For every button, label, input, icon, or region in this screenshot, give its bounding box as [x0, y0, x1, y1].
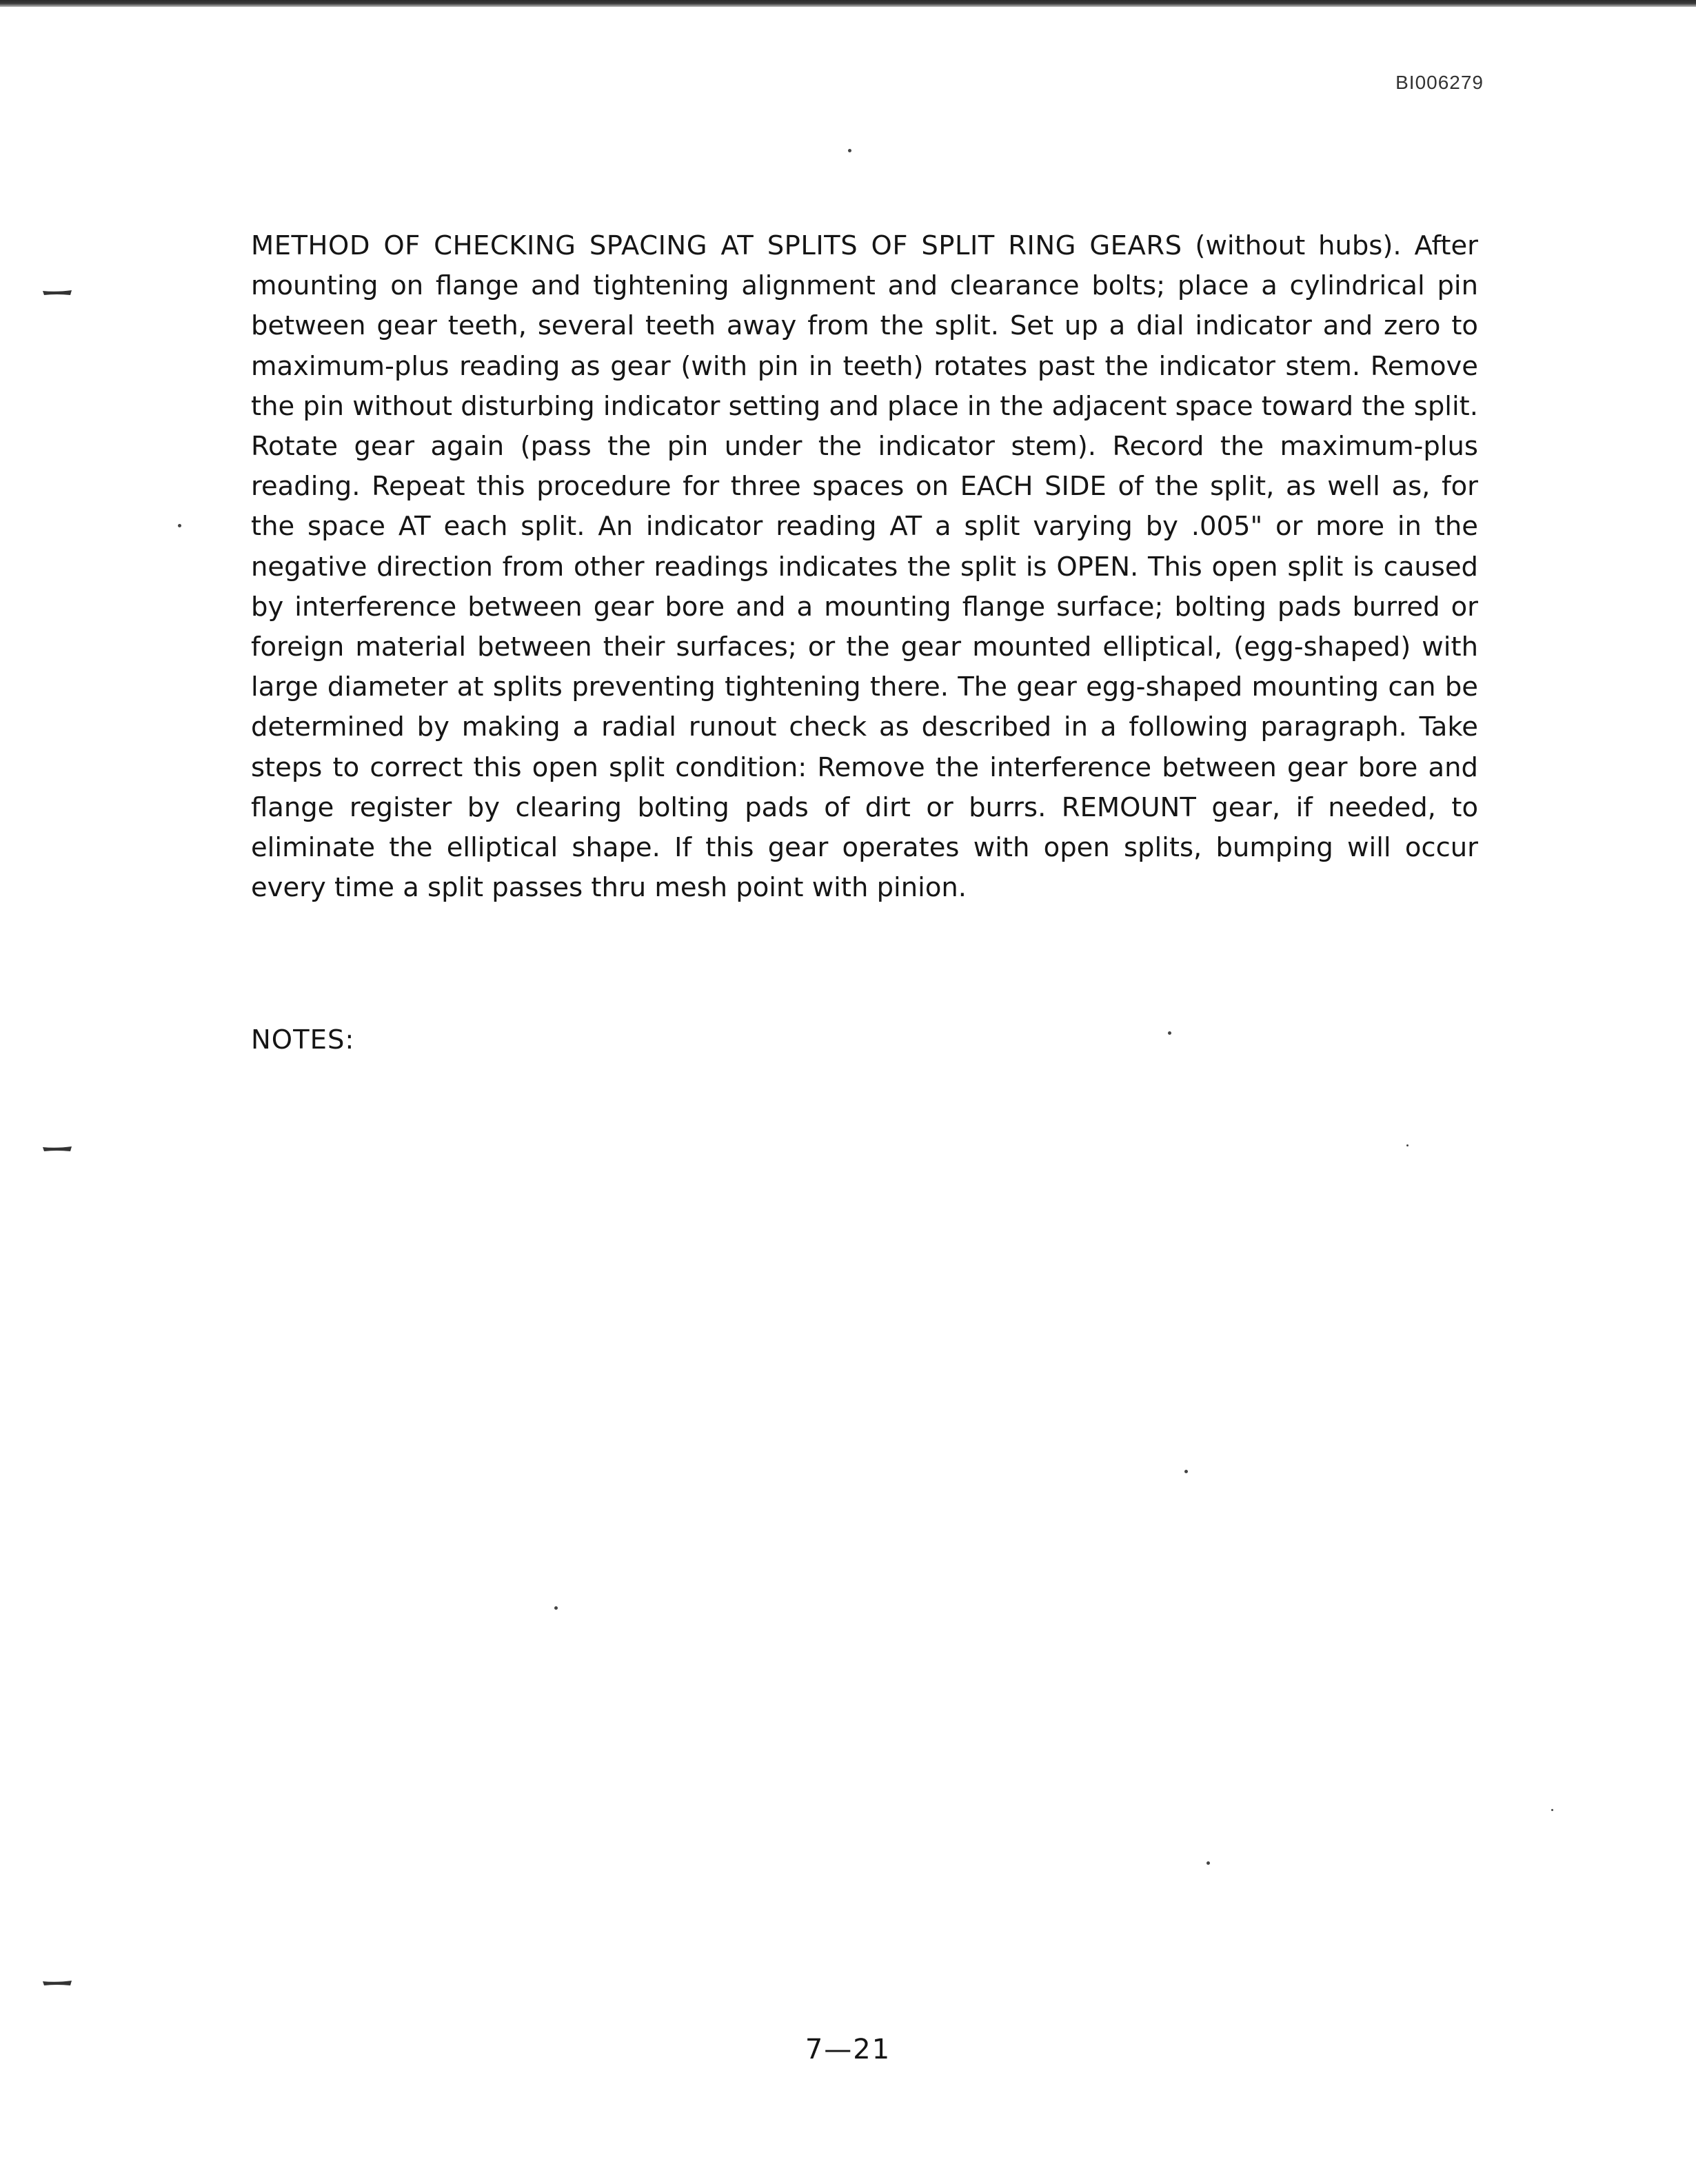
binder-mark-top: [43, 290, 72, 296]
body-text: [251, 226, 1478, 908]
scan-speck: [848, 149, 851, 152]
page-number: 7—21: [805, 2034, 891, 2065]
section-heading-suffix: (without hubs).: [1195, 230, 1402, 261]
scan-speck: [1406, 1144, 1409, 1146]
scan-speck: [1551, 1809, 1553, 1811]
binder-mark-middle: [43, 1146, 72, 1153]
document-id: BI006279: [1395, 72, 1484, 93]
scan-speck: [1207, 1861, 1210, 1865]
scan-speck: [554, 1606, 558, 1610]
body-paragraph: After mounting on flange and tightening alignment and clearance bolts; place a cylindrical pin between gear teeth, several teeth away from the split. Set up a dial indicator and zero to maximum-plus reading as gear (with pin in teeth) rotates past the indicator stem. Remove the pin without disturbing indicator setting and place in the adjacent space toward the split. Rotate gear again (pass the pin under the indicator stem). Record the maximum-plus reading. Repeat this procedure for three spaces on EACH SIDE of the split, as well as, for the space AT each split. An indicator reading AT a split varying by .005" or more in the negative direction from other readings indicates the split is OPEN. This open split is caused by interference between gear bore and a mounting flange surface; bolting pads burred or foreign material between their surfaces; or the gear mounted elliptical, (egg-shaped) with large diameter at splits preventing tightening there. The gear egg-shaped mounting can be determined by making a radial runout check as described in a following paragraph. Take steps to correct this open split condition: Remove the interference between gear bore and flange register by clearing bolting pads of dirt or burrs. REMOUNT gear, if needed, to eliminate the elliptical shape. If this gear operates with open splits, bumping will occur every time a split passes thru mesh point with pinion.: [251, 230, 1478, 904]
top-scan-rule: [0, 0, 1696, 7]
notes-label: NOTES:: [251, 1024, 355, 1055]
scan-speck: [178, 524, 181, 527]
section-heading: METHOD OF CHECKING SPACING AT SPLITS OF SPLIT RING GEARS: [251, 230, 1182, 261]
scan-speck: [1184, 1470, 1188, 1473]
scan-speck: [1168, 1031, 1171, 1035]
binder-mark-bottom: [43, 1980, 72, 1987]
